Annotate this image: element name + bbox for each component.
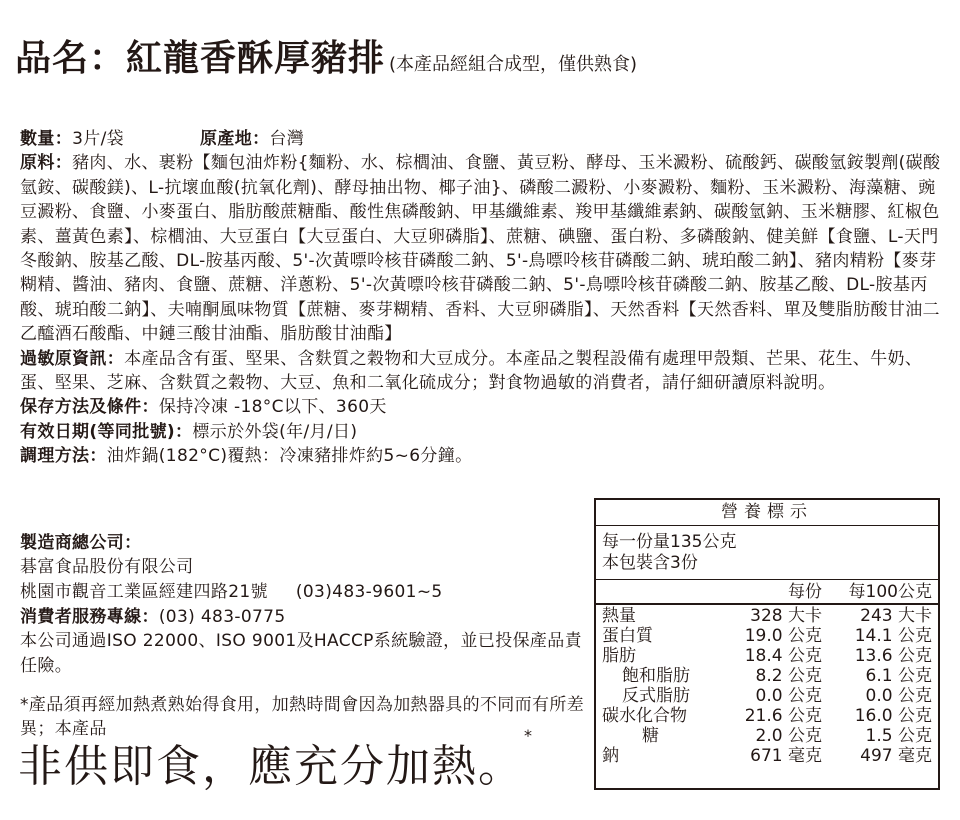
ingredients-label: 原料：: [20, 153, 73, 174]
allergen-paragraph: [20, 347, 950, 396]
certification-text: 本公司通過ISO 22000、ISO 9001及HACCP系統驗證，並已投保產品責任險。: [20, 631, 582, 676]
heating-note-text: *產品須再經加熱煮熟始得食用，加熱時間會因為加熱器具的不同而有所差異；本產品: [20, 695, 585, 740]
manufacturer-phone: (03)483-9601~5: [295, 581, 443, 602]
quantity-origin-line: [20, 127, 950, 151]
nutrient-per-100g: 243 大卡: [860, 606, 932, 626]
nutrient-name: 反式脂肪: [622, 686, 690, 706]
allergen-label: 過敏原資訊：: [20, 348, 125, 369]
not-ready-to-eat-warning: [18, 726, 534, 794]
manufacturer-block: [20, 531, 590, 604]
storage-line: [20, 395, 950, 419]
origin-label: 原產地：: [200, 129, 270, 149]
ingredients-text: 豬肉、水、裹粉【麵包油炸粉{麵粉、水、棕櫚油、食鹽、黃豆粉、酵母、玉米澱粉、硫酸鈣、碳酸氫銨製劑(碳酸氫銨、碳酸鎂)、L-抗壞血酸(抗氧化劑)、酵母抽出物、椰子油}、磷酸二澱粉、小麥澱粉、麵粉、玉米澱粉、海藻糖、豌豆澱粉、食鹽、小麥蛋白、脂肪酸蔗糖酯、酸性焦磷酸鈉、甲基纖維素、羧甲基纖維素鈉、碳酸氫鈉、玉米糖膠、紅椒色素、薑黃色素】、棕櫚油、大豆蛋白【大豆蛋白、大豆卵磷脂】、蔗糖、碘鹽、蛋白粉、多磷酸鈉、健美鮮【食鹽、L-天門冬酸鈉、胺基乙酸、DL-胺基丙酸、5'-次黃嘌呤核苷磷酸二鈉、5'-鳥嘌呤核苷磷酸二鈉、琥珀酸二鈉】、豬肉精粉【麥芽糊精、醬油、豬肉、食鹽、蔗糖、洋蔥粉、5'-次黃嘌呤核苷磷酸二鈉、5'-鳥嘌呤核苷磷酸二鈉、胺基乙酸、DL-胺基丙酸、琥珀酸二鈉】、夫喃酮風味物質【蔗糖、麥芽糊精、香料、大豆卵磷脂】、天然香料【天然香料、單及雙脂肪酸甘油二乙醯酒石酸酯、中鏈三酸甘油酯、脂肪酸甘油酯】: [20, 153, 941, 345]
cooking-line: [20, 444, 950, 468]
service-label: 消費者服務專線：: [20, 607, 159, 627]
nutrition-column-headers: [596, 580, 938, 605]
quantity-label: 數量：: [20, 129, 73, 149]
product-title-note: (本產品經組合成型，僅供熟食): [389, 54, 638, 75]
cooking-label: 調理方法：: [20, 446, 107, 467]
warning-asterisk: *: [524, 726, 534, 745]
nutrient-per-100g: 16.0 公克: [854, 706, 932, 726]
nutrient-per-serving: 2.0 公克: [755, 726, 822, 746]
nutrition-row-sodium: [596, 746, 938, 766]
storage-value: 保持冷凍 -18°C以下、360天: [158, 397, 387, 418]
nutrition-row-saturated-fat: [596, 666, 938, 686]
nutrition-table: [594, 498, 940, 790]
nutrient-per-serving: 8.2 公克: [755, 666, 822, 686]
nutrient-per-100g: 14.1 公克: [854, 626, 932, 646]
nutrition-row-carbohydrate: [596, 706, 938, 726]
nutrient-per-100g: 6.1 公克: [865, 666, 932, 686]
nutrition-row-energy: [596, 606, 938, 626]
nutrient-per-serving: 328 大卡: [750, 606, 822, 626]
nutrient-per-100g: 0.0 公克: [865, 686, 932, 706]
nutrient-per-serving: 21.6 公克: [744, 706, 822, 726]
ingredients-paragraph: [20, 151, 950, 346]
nutrient-name: 脂肪: [602, 646, 636, 666]
nutrient-name: 蛋白質: [602, 626, 653, 646]
quantity-value: 3片/袋: [72, 129, 125, 149]
product-info: [20, 127, 950, 469]
service-block: [20, 605, 590, 678]
nutrient-name: 熱量: [602, 606, 636, 626]
origin-value: 台灣: [269, 129, 305, 149]
serving-size: 每一份量135公克: [602, 532, 737, 552]
nutrient-per-serving: 18.4 公克: [744, 646, 822, 666]
nutrient-per-100g: 13.6 公克: [854, 646, 932, 666]
nutrition-title: 營養標示: [596, 500, 938, 526]
serving-info: [596, 526, 938, 580]
service-phone: (03) 483-0775: [158, 607, 286, 627]
col-per-serving: 每份: [788, 582, 822, 602]
manufacturer-label: 製造商總公司：: [20, 533, 142, 553]
servings-per-package: 本包裝含3份: [602, 553, 698, 573]
nutrition-row-fat: [596, 646, 938, 666]
nutrient-per-100g: 497 毫克: [860, 746, 932, 766]
storage-label: 保存方法及條件：: [20, 397, 159, 418]
nutrient-per-serving: 19.0 公克: [744, 626, 822, 646]
title-row: [15, 30, 637, 80]
nutrition-rows: [596, 605, 938, 766]
warning-big-text: 非供即食，應充分加熱。: [18, 741, 524, 792]
nutrient-per-serving: 671 毫克: [750, 746, 822, 766]
nutrition-row-sugar: [596, 726, 938, 746]
expiry-value: 標示於外袋(年/月/日): [192, 421, 358, 442]
manufacturer-name: 碁富食品股份有限公司: [20, 557, 194, 578]
nutrition-row-trans-fat: [596, 686, 938, 706]
col-per-100g: 每100公克: [848, 582, 932, 602]
manufacturer-address: 桃園市觀音工業區經建四路21號: [20, 581, 268, 602]
cooking-value: 油炸鍋(182°C)覆熱：冷凍豬排炸約5~6分鐘。: [106, 446, 473, 467]
nutrient-name: 鈉: [602, 746, 619, 766]
product-title: 品名：紅龍香酥厚豬排: [15, 38, 386, 79]
nutrition-row-protein: [596, 626, 938, 646]
allergen-text: 本產品含有蛋、堅果、含麩質之穀物和大豆成分。本產品之製程設備有處理甲殼類、芒果、花生、牛奶、蛋、堅果、芝麻、含麩質之穀物、大豆、魚和二氧化硫成分；對食物過敏的消費者，請仔細研讀原料說明。: [20, 348, 923, 394]
nutrient-per-serving: 0.0 公克: [755, 686, 822, 706]
nutrient-per-100g: 1.5 公克: [865, 726, 932, 746]
nutrient-name: 糖: [642, 726, 659, 746]
expiry-label: 有效日期(等同批號)：: [20, 421, 193, 442]
nutrient-name: 飽和脂肪: [622, 666, 690, 686]
nutrient-name: 碳水化合物: [602, 706, 687, 726]
expiry-line: [20, 420, 950, 444]
